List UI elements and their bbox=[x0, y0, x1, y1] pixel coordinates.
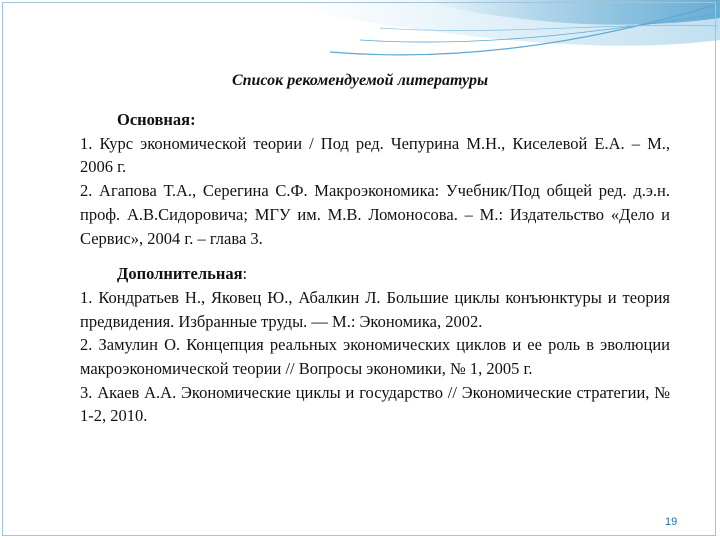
bibliography bbox=[80, 108, 670, 428]
reference-item: 1. Кондратьев Н., Яковец Ю., Абалкин Л. Большие циклы конъюнктуры и теория предвидения. Избранные труды. — М.: Экономика, 2002. bbox=[80, 287, 670, 331]
section-heading-extra-colon: : bbox=[242, 264, 248, 284]
slide-title: Список рекомендуемой литературы bbox=[231, 72, 489, 89]
reference-item: 1. Курс экономической теории / Под ред. Чепурина М.Н., Киселевой Е.А. – М., 2006 г. bbox=[80, 133, 670, 177]
reference-item: 2. Замулин О. Концепция реальных экономических циклов и ее роль в эволюции макроэкономической теории // Вопросы экономики, № 1, 2005 г. bbox=[80, 335, 670, 379]
section-heading-main: Основная: bbox=[117, 110, 196, 129]
section-heading-extra bbox=[80, 262, 670, 286]
reference-item: 3. Акаев А.А. Экономические циклы и государство // Экономические стратегии, № 1-2, 2010. bbox=[80, 382, 670, 426]
page-number: 19 bbox=[665, 516, 678, 528]
reference-item: 2. Агапова Т.А., Серегина С.Ф. Макроэкономика: Учебник/Под общей ред. д.э.н. проф. А.В.Сидоровича; МГУ им. М.В. Ломоносова. – М.: Издательство «Дело и Сервис», 2004 г. – глава 3. bbox=[80, 181, 670, 248]
section-heading-extra-label: Дополнительная bbox=[117, 264, 243, 284]
